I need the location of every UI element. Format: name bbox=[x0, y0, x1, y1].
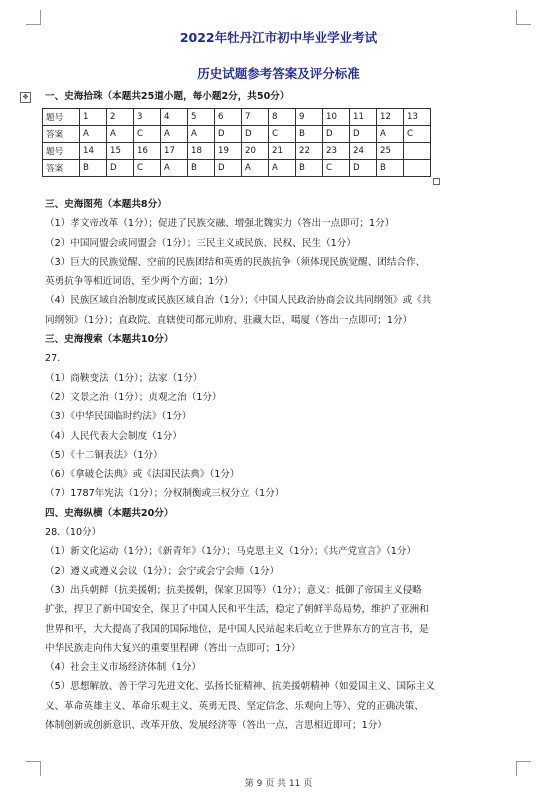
table-cell: 17 bbox=[161, 143, 188, 160]
table-cell: 20 bbox=[242, 143, 269, 160]
answer-line: （3）巨大的民族觉醒、空前的民族团结和英勇的民族抗争（须体现民族觉醒、团结合作、 bbox=[45, 256, 426, 268]
section-heading-1: 一、史海拾珠（本题共25道小题，每小题2分，共50分） bbox=[45, 91, 290, 102]
page-footer: 第 9 页 共 11 页 bbox=[244, 779, 313, 789]
table-cell: A bbox=[80, 126, 107, 143]
table-cell: D bbox=[350, 160, 377, 177]
answer-line: 体制创新或创新意识、改革开放、发展经济等（答出一点，言思相近即可；1分） bbox=[45, 720, 387, 732]
table-cell: C bbox=[323, 160, 350, 177]
table-cell: A bbox=[107, 126, 134, 143]
table-cell: 1 bbox=[80, 109, 107, 126]
table-cell: 3 bbox=[134, 109, 161, 126]
table-cell: 7 bbox=[242, 109, 269, 126]
table-cell: 11 bbox=[350, 109, 377, 126]
table-header-cell: 答案 bbox=[43, 160, 80, 177]
table-row bbox=[43, 109, 431, 126]
document-title: 2022年牡丹江市初中毕业学业考试 bbox=[179, 30, 378, 45]
answer-line: （3）出兵朝鲜（抗美援朝；抗美援朝，保家卫国等）（1分）；意义：抵御了帝国主义侵略 bbox=[45, 584, 422, 596]
answer-line: （2）中国同盟会或同盟会（1分）；三民主义或民族、民权、民生（1分） bbox=[45, 237, 356, 249]
answer-line: （2）文景之治（1分）；贞观之治（1分） bbox=[45, 391, 222, 403]
answer-line: 义、革命英雄主义、革命乐观主义、英勇无畏、坚定信念、乐观向上等）、党的正确决策、 bbox=[45, 700, 424, 712]
answer-line: （6）《拿破仑法典》或《法国民法典》（1分） bbox=[45, 469, 240, 481]
table-row bbox=[43, 126, 431, 143]
table-cell: 13 bbox=[404, 109, 431, 126]
table-cell: B bbox=[296, 126, 323, 143]
table-cell: C bbox=[134, 126, 161, 143]
answer-line: 扩张，捍卫了新中国安全，保卫了中国人民和平生活，稳定了朝鲜半岛局势，维护了亚洲和 bbox=[45, 604, 429, 616]
table-move-handle-icon[interactable]: ✥ bbox=[20, 92, 31, 103]
section-heading: 三、史海搜索（本题共10分） bbox=[45, 334, 174, 346]
table-cell: 24 bbox=[350, 143, 377, 160]
table-cell: 6 bbox=[215, 109, 242, 126]
table-header-cell: 答案 bbox=[43, 126, 80, 143]
answer-line: （1）新文化运动（1分）；《新青年》（1分）；马克思主义（1分）；《共产党宣言》（1分） bbox=[45, 546, 417, 558]
table-cell: D bbox=[107, 160, 134, 177]
crop-mark-bottom-right bbox=[516, 761, 531, 776]
answer-line: （5）思想解放、善于学习先进文化、弘扬长征精神、抗美援朝精神（如爱国主义、国际主义 bbox=[45, 681, 435, 693]
answer-line: 同纲领》（1分）；直政院、直辖使司都元帅府、驻藏大臣、噶厦（答出一点即可；1分） bbox=[45, 314, 413, 326]
table-cell: D bbox=[215, 126, 242, 143]
answer-line: 28.（10分） bbox=[45, 527, 102, 539]
table-cell: 5 bbox=[188, 109, 215, 126]
table-cell: B bbox=[188, 160, 215, 177]
answer-line: 27. bbox=[45, 353, 61, 365]
table-cell: 8 bbox=[269, 109, 296, 126]
table-cell: D bbox=[323, 126, 350, 143]
answer-line: （5）《十二铜表法》（1分） bbox=[45, 449, 163, 461]
table-cell: 15 bbox=[107, 143, 134, 160]
answer-line: （4）社会主义市场经济体制（1分） bbox=[45, 662, 202, 674]
table-cell: D bbox=[350, 126, 377, 143]
table-cell: D bbox=[215, 160, 242, 177]
table-cell: 21 bbox=[269, 143, 296, 160]
crop-mark-top-left bbox=[26, 10, 41, 25]
answer-line: 中华民族走向伟大复兴的重要里程碑（答出一点即可；1分） bbox=[45, 642, 301, 654]
table-cell: A bbox=[242, 160, 269, 177]
section-heading: 三、史海图苑（本题共8分） bbox=[45, 199, 167, 210]
table-cell: 2 bbox=[107, 109, 134, 126]
table-cell: D bbox=[242, 126, 269, 143]
table-cell: 19 bbox=[215, 143, 242, 160]
table-cell: A bbox=[161, 160, 188, 177]
answer-table bbox=[42, 108, 431, 177]
table-cell: 4 bbox=[161, 109, 188, 126]
table-cell: A bbox=[188, 126, 215, 143]
table-cell: B bbox=[377, 160, 404, 177]
table-cell bbox=[404, 143, 431, 160]
table-cell bbox=[404, 160, 431, 177]
table-row bbox=[43, 143, 431, 160]
crop-mark-top-right bbox=[516, 10, 531, 25]
answer-line: （3）《中华民国临时约法》（1分） bbox=[45, 411, 192, 423]
table-row bbox=[43, 160, 431, 177]
table-cell: C bbox=[404, 126, 431, 143]
table-cell: 18 bbox=[188, 143, 215, 160]
crop-mark-bottom-left bbox=[26, 761, 41, 776]
document-subtitle: 历史试题参考答案及评分标准 bbox=[197, 66, 360, 81]
answer-line: （4）人民代表大会制度（1分） bbox=[45, 430, 182, 442]
table-resize-handle[interactable] bbox=[433, 178, 440, 185]
section-heading: 四、史海纵横（本题共20分） bbox=[45, 507, 174, 519]
table-header-cell: 题号 bbox=[43, 109, 80, 126]
table-cell: 12 bbox=[377, 109, 404, 126]
table-cell: 16 bbox=[134, 143, 161, 160]
table-cell: C bbox=[134, 160, 161, 177]
table-cell: 22 bbox=[296, 143, 323, 160]
table-cell: A bbox=[161, 126, 188, 143]
answer-line: （2）遵义或遵义会议（1分）；会宁或会宁会师（1分） bbox=[45, 565, 280, 577]
table-cell: 9 bbox=[296, 109, 323, 126]
answer-line: （1）孝文帝改革（1分）；促进了民族交融、增强北魏实力（答出一点即可；1分） bbox=[45, 218, 395, 230]
answer-line: 英勇抗争等相近词语，至少两个方面；1分） bbox=[45, 276, 234, 288]
table-cell: B bbox=[296, 160, 323, 177]
answer-line: （7）1787年宪法（1分）；分权制衡或三权分立（1分） bbox=[45, 488, 285, 500]
table-cell: A bbox=[269, 160, 296, 177]
table-cell: A bbox=[377, 126, 404, 143]
table-cell: 10 bbox=[323, 109, 350, 126]
answer-line: （1）商鞅变法（1分）；法家（1分） bbox=[45, 372, 203, 384]
answer-line: 世界和平，大大提高了我国的国际地位，是中国人民站起来后屹立于世界东方的宣言书，是 bbox=[45, 623, 429, 635]
table-cell: 25 bbox=[377, 143, 404, 160]
answer-line: （4）民族区域自治制度或民族区域自治（1分）；《中国人民政治协商会议共同纲领》或《共 bbox=[45, 295, 432, 307]
table-header-cell: 题号 bbox=[43, 143, 80, 160]
table-cell: 14 bbox=[80, 143, 107, 160]
table-cell: C bbox=[269, 126, 296, 143]
answer-body bbox=[45, 195, 525, 735]
table-cell: 23 bbox=[323, 143, 350, 160]
table-cell: B bbox=[80, 160, 107, 177]
